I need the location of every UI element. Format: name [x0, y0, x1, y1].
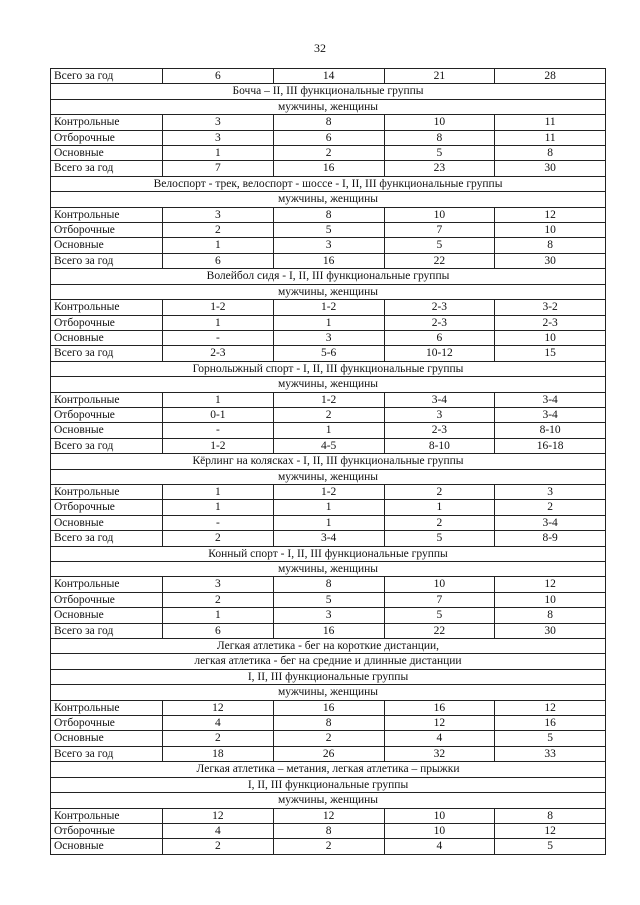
section-heading-row: [51, 377, 606, 392]
table-cell: 12: [163, 808, 274, 823]
section-heading-row: [51, 284, 606, 299]
table-cell: 2: [384, 515, 495, 530]
table-cell: 8-10: [495, 423, 606, 438]
table-cell: 12: [495, 577, 606, 592]
table-cell: 6: [163, 623, 274, 638]
table-cell: 8-10: [384, 438, 495, 453]
table-cell: 7: [384, 223, 495, 238]
table-cell: 1-2: [163, 300, 274, 315]
table-cell: 5: [384, 146, 495, 161]
table-cell: 3: [495, 484, 606, 499]
table-row: [51, 223, 606, 238]
table-cell: 5: [495, 731, 606, 746]
table-cell: 7: [163, 161, 274, 176]
row-label: Основные: [51, 515, 163, 530]
table-cell: 10: [495, 592, 606, 607]
table-cell: 3: [273, 330, 384, 345]
table-cell: 1: [273, 315, 384, 330]
table-cell: 18: [163, 746, 274, 761]
row-label: Основные: [51, 839, 163, 854]
table-cell: 0-1: [163, 407, 274, 422]
table-cell: -: [163, 423, 274, 438]
row-label: Основные: [51, 330, 163, 345]
table-cell: 3: [273, 608, 384, 623]
table-cell: 10-12: [384, 346, 495, 361]
table-cell: 30: [495, 253, 606, 268]
table-cell: 8: [495, 608, 606, 623]
table-cell: 11: [495, 130, 606, 145]
row-label: Отборочные: [51, 223, 163, 238]
table-row: [51, 746, 606, 761]
table-row: [51, 577, 606, 592]
table-cell: 2: [163, 839, 274, 854]
section-heading: I, II, III функциональные группы: [51, 777, 606, 792]
table-cell: 1-2: [273, 484, 384, 499]
table-row: [51, 238, 606, 253]
table-cell: 12: [495, 700, 606, 715]
table-cell: 8: [495, 146, 606, 161]
table-row: [51, 407, 606, 422]
row-label: Контрольные: [51, 392, 163, 407]
table-cell: 26: [273, 746, 384, 761]
table-cell: 4: [384, 731, 495, 746]
section-heading-row: [51, 562, 606, 577]
table-cell: 3: [163, 577, 274, 592]
table-cell: 5: [495, 839, 606, 854]
table-cell: 1: [163, 238, 274, 253]
table-cell: 8: [384, 130, 495, 145]
table-cell: 3-4: [495, 407, 606, 422]
section-heading-row: [51, 176, 606, 191]
table-cell: 3-4: [495, 515, 606, 530]
table-cell: 1: [163, 484, 274, 499]
row-label: Основные: [51, 731, 163, 746]
table-row: [51, 839, 606, 854]
section-heading: Велоспорт - трек, велоспорт - шоссе - I, II, III функциональные группы: [51, 176, 606, 191]
table-cell: 10: [384, 207, 495, 222]
table-cell: 10: [495, 330, 606, 345]
table-cell: 22: [384, 253, 495, 268]
table-row: [51, 115, 606, 130]
row-label: Всего за год: [51, 161, 163, 176]
table-cell: 14: [273, 69, 384, 84]
table-cell: 1-2: [273, 392, 384, 407]
competitions-table: [50, 68, 606, 855]
table-row: [51, 300, 606, 315]
table-cell: 28: [495, 69, 606, 84]
row-label: Контрольные: [51, 808, 163, 823]
table-row: [51, 330, 606, 345]
table-cell: 11: [495, 115, 606, 130]
row-label: Отборочные: [51, 407, 163, 422]
table-row: [51, 823, 606, 838]
row-label: Контрольные: [51, 115, 163, 130]
table-cell: 12: [384, 716, 495, 731]
table-cell: 10: [384, 577, 495, 592]
row-label: Контрольные: [51, 300, 163, 315]
row-label: Контрольные: [51, 700, 163, 715]
table-cell: 8: [273, 115, 384, 130]
table-cell: 5: [384, 608, 495, 623]
row-label: Контрольные: [51, 207, 163, 222]
row-label: Отборочные: [51, 716, 163, 731]
table-cell: -: [163, 515, 274, 530]
table-cell: 6: [384, 330, 495, 345]
table-row: [51, 808, 606, 823]
table-cell: 2: [163, 223, 274, 238]
table-cell: 1: [163, 608, 274, 623]
section-heading-row: [51, 269, 606, 284]
table-cell: 4-5: [273, 438, 384, 453]
section-heading: Горнолыжный спорт - I, II, III функциональные группы: [51, 361, 606, 376]
table-row: [51, 515, 606, 530]
table-cell: 10: [384, 115, 495, 130]
table-cell: 2: [273, 731, 384, 746]
section-heading: Волейбол сидя - I, II, III функциональные группы: [51, 269, 606, 284]
table-cell: 5: [384, 238, 495, 253]
row-label: Всего за год: [51, 746, 163, 761]
table-cell: 21: [384, 69, 495, 84]
section-heading: мужчины, женщины: [51, 685, 606, 700]
table-cell: 16: [495, 716, 606, 731]
table-row: [51, 207, 606, 222]
table-row: [51, 69, 606, 84]
table-row: [51, 438, 606, 453]
table-cell: 16: [273, 623, 384, 638]
table-cell: 3: [163, 207, 274, 222]
table-cell: 22: [384, 623, 495, 638]
table-cell: 3-2: [495, 300, 606, 315]
table-cell: 6: [163, 253, 274, 268]
section-heading-row: [51, 777, 606, 792]
table-cell: 2: [384, 484, 495, 499]
table-row: [51, 731, 606, 746]
table-cell: 8: [273, 716, 384, 731]
table-row: [51, 161, 606, 176]
table-row: [51, 608, 606, 623]
row-label: Контрольные: [51, 484, 163, 499]
section-heading: мужчины, женщины: [51, 192, 606, 207]
table-cell: 12: [273, 808, 384, 823]
table-cell: 2: [273, 146, 384, 161]
row-label: Всего за год: [51, 623, 163, 638]
section-heading-row: [51, 469, 606, 484]
table-cell: 8: [495, 238, 606, 253]
section-heading-row: [51, 685, 606, 700]
table-cell: 8: [273, 577, 384, 592]
table-cell: 2: [163, 531, 274, 546]
table-cell: 5: [273, 223, 384, 238]
section-heading: Бочча – II, III функциональные группы: [51, 84, 606, 99]
table-cell: 7: [384, 592, 495, 607]
section-heading-row: [51, 762, 606, 777]
table-cell: 3: [384, 407, 495, 422]
table-cell: 16-18: [495, 438, 606, 453]
table-cell: 2-3: [384, 300, 495, 315]
table-row: [51, 531, 606, 546]
table-cell: 33: [495, 746, 606, 761]
row-label: Отборочные: [51, 592, 163, 607]
section-heading: Кёрлинг на колясках - I, II, III функциональные группы: [51, 454, 606, 469]
table-cell: 1: [273, 515, 384, 530]
row-label: Основные: [51, 146, 163, 161]
section-heading-row: [51, 454, 606, 469]
section-heading-row: [51, 192, 606, 207]
table-cell: 6: [163, 69, 274, 84]
row-label: Отборочные: [51, 315, 163, 330]
table-cell: 4: [384, 839, 495, 854]
table-cell: 30: [495, 161, 606, 176]
table-cell: 8: [273, 207, 384, 222]
section-heading: мужчины, женщины: [51, 377, 606, 392]
table-row: [51, 346, 606, 361]
table-cell: -: [163, 330, 274, 345]
row-label: Основные: [51, 423, 163, 438]
row-label: Всего за год: [51, 438, 163, 453]
table-cell: 2-3: [163, 346, 274, 361]
table-cell: 8-9: [495, 531, 606, 546]
section-heading-row: [51, 639, 606, 654]
table-cell: 1: [273, 423, 384, 438]
table-cell: 5: [273, 592, 384, 607]
table-cell: 12: [495, 207, 606, 222]
row-label: Отборочные: [51, 823, 163, 838]
table-cell: 10: [384, 823, 495, 838]
table-row: [51, 392, 606, 407]
table-cell: 1: [163, 392, 274, 407]
section-heading: мужчины, женщины: [51, 99, 606, 114]
table-cell: 5: [384, 531, 495, 546]
section-heading-row: [51, 654, 606, 669]
page-number: 32: [314, 41, 326, 55]
section-heading-row: [51, 84, 606, 99]
section-heading: мужчины, женщины: [51, 284, 606, 299]
table-cell: 1: [384, 500, 495, 515]
table-cell: 2: [495, 500, 606, 515]
table-cell: 5-6: [273, 346, 384, 361]
section-heading: Легкая атлетика – метания, легкая атлетика – прыжки: [51, 762, 606, 777]
table-cell: 6: [273, 130, 384, 145]
section-heading: I, II, III функциональные группы: [51, 669, 606, 684]
table-cell: 2-3: [384, 315, 495, 330]
section-heading: мужчины, женщины: [51, 469, 606, 484]
row-label: Отборочные: [51, 130, 163, 145]
table-row: [51, 592, 606, 607]
table-cell: 1: [163, 500, 274, 515]
table-cell: 3-4: [495, 392, 606, 407]
table-cell: 16: [273, 161, 384, 176]
row-label: Контрольные: [51, 577, 163, 592]
table-cell: 3: [163, 130, 274, 145]
table-cell: 32: [384, 746, 495, 761]
table-row: [51, 716, 606, 731]
row-label: Всего за год: [51, 69, 163, 84]
table-cell: 2-3: [495, 315, 606, 330]
section-heading-row: [51, 669, 606, 684]
table-cell: 12: [495, 823, 606, 838]
row-label: Основные: [51, 608, 163, 623]
table-cell: 2: [163, 592, 274, 607]
table-row: [51, 253, 606, 268]
table-cell: 8: [273, 823, 384, 838]
section-heading: легкая атлетика - бег на средние и длинные дистанции: [51, 654, 606, 669]
table-cell: 3: [163, 115, 274, 130]
table-cell: 23: [384, 161, 495, 176]
table-cell: 4: [163, 716, 274, 731]
table-cell: 1: [163, 146, 274, 161]
table-row: [51, 700, 606, 715]
section-heading-row: [51, 793, 606, 808]
section-heading-row: [51, 546, 606, 561]
section-heading-row: [51, 361, 606, 376]
table-cell: 16: [384, 700, 495, 715]
section-heading: Легкая атлетика - бег на короткие дистанции,: [51, 639, 606, 654]
table-cell: 2: [163, 731, 274, 746]
table-cell: 1-2: [273, 300, 384, 315]
table-cell: 10: [495, 223, 606, 238]
row-label: Основные: [51, 238, 163, 253]
table-row: [51, 484, 606, 499]
table-cell: 12: [163, 700, 274, 715]
table-cell: 1-2: [163, 438, 274, 453]
table-cell: 2: [273, 839, 384, 854]
table-cell: 8: [495, 808, 606, 823]
row-label: Всего за год: [51, 346, 163, 361]
table-cell: 16: [273, 700, 384, 715]
table-cell: 1: [273, 500, 384, 515]
table-row: [51, 130, 606, 145]
row-label: Отборочные: [51, 500, 163, 515]
row-label: Всего за год: [51, 253, 163, 268]
table-cell: 2-3: [384, 423, 495, 438]
section-heading: мужчины, женщины: [51, 562, 606, 577]
table-cell: 15: [495, 346, 606, 361]
table-cell: 4: [163, 823, 274, 838]
table-cell: 16: [273, 253, 384, 268]
section-heading: Конный спорт - I, II, III функциональные группы: [51, 546, 606, 561]
table-row: [51, 623, 606, 638]
table-row: [51, 423, 606, 438]
table-body: [51, 69, 606, 855]
table-cell: 2: [273, 407, 384, 422]
table-cell: 3: [273, 238, 384, 253]
table-cell: 3-4: [273, 531, 384, 546]
section-heading-row: [51, 99, 606, 114]
section-heading: мужчины, женщины: [51, 793, 606, 808]
table-row: [51, 146, 606, 161]
table-row: [51, 315, 606, 330]
table-cell: 30: [495, 623, 606, 638]
table-cell: 1: [163, 315, 274, 330]
table-cell: 10: [384, 808, 495, 823]
table-row: [51, 500, 606, 515]
row-label: Всего за год: [51, 531, 163, 546]
table-cell: 3-4: [384, 392, 495, 407]
